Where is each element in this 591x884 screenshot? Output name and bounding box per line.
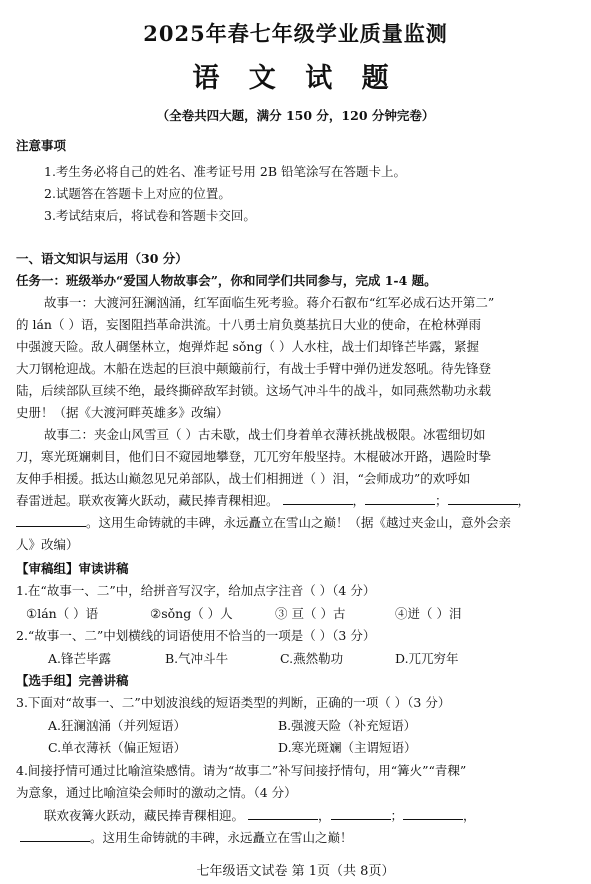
story2-line: 友伸手相援。抵达山巅忽见兄弟部队，战士们相拥迸（ ）泪，“会师成功”的欢呼如 (16, 471, 471, 486)
q4-text: 联欢夜篝火跃动，藏民捧青稞相迎。 (44, 808, 245, 823)
q1-option: ②sǒng（ ）人 (150, 606, 233, 621)
task-heading: 任务一：班级举办“爱国人物故事会”，你和同学们共同参与，完成 1-4 题。 (16, 273, 437, 288)
story2-line: 人》改编） (16, 537, 79, 552)
story1-line: 陆，后续部队亘续不绝，最终撕碎敌军封锁。这场气冲斗牛的战斗，如同燕然勒功永载 (16, 383, 492, 398)
q3-option: B.强渡天险（补充短语） (278, 718, 417, 733)
question-1: 1.在“故事一、二”中，给拼音写汉字，给加点字注音（ ）（4 分） (16, 583, 376, 598)
subject-title: 语 文 试 题 (192, 63, 399, 94)
question-4: 4.间接抒情可通过比喻渲染感情。请为“故事二”补写间接抒情句，用“篝火”“青稞” (16, 763, 467, 778)
q4-answer-line (20, 828, 586, 848)
answer-blank[interactable] (331, 806, 391, 820)
story1-line: 的 lán（ ）语，妄图阻挡革命洪流。十八勇士肩负奠基抗日大业的使命，在枪林弹雨 (16, 317, 481, 332)
story2-line: 刀，寒光斑斓刺目，他们日不窥园地攀登，兀兀穷年般坚持。木棍破冰开路，遇险时挚 (16, 449, 492, 464)
group-heading: 【审稿组】审读讲稿 (16, 561, 129, 576)
story2-line (16, 513, 582, 533)
story1-line: 史册！（据《大渡河畔英雄多》改编） (16, 405, 229, 420)
question-3: 3.下面对“故事一、二”中划波浪线的短语类型的判断，正确的一项（ ）（3 分） (16, 695, 451, 710)
answer-blank[interactable] (248, 806, 318, 820)
page-footer: 七年级语文试卷 第 1页（共 8页） (196, 864, 395, 879)
q1-option: ①lán（ ）语 (26, 606, 99, 621)
exam-title: 2025年春七年级学业质量监测 (143, 21, 448, 46)
q1-option: ④迸（ ）泪 (395, 606, 462, 621)
q2-option: B.气冲斗牛 (165, 651, 229, 666)
question-4: 为意象，通过比喻渲染会师时的激动之情。（4 分） (16, 785, 297, 800)
story2-text: 。这用生命铸就的丰碑，永远矗立在雪山之巅！（据《越过夹金山，意外会亲 (86, 515, 512, 530)
notice-heading: 注意事项 (16, 138, 67, 153)
q2-option: D.兀兀穷年 (395, 651, 459, 666)
notice-item: 3.考试结束后，将试卷和答题卡交回。 (44, 208, 256, 223)
q2-option: A.锋芒毕露 (48, 651, 112, 666)
answer-blank[interactable] (20, 828, 90, 842)
story1-line: 故事一：大渡河狂澜汹涌，红军面临生死考验。蒋介石叡布“红军必成石达开第二” (44, 295, 495, 310)
story2-line: 故事二：夹金山风雪亘（ ）古未歇，战士们身着单衣薄袄挑战极限。冰雹细切如 (44, 427, 486, 442)
q2-option: C.燕然勒功 (280, 651, 344, 666)
story2-line: 春雷迸起。联欢夜篝火跃动，藏民捧青稞相迎。 ， ； ， (16, 493, 531, 508)
answer-blank[interactable] (448, 491, 518, 505)
q1-option: ③ 亘（ ）古 (275, 606, 346, 621)
answer-blank[interactable] (16, 513, 86, 527)
answer-blank[interactable] (283, 491, 353, 505)
group-heading: 【选手组】完善讲稿 (16, 673, 129, 688)
q4-answer-line: 联欢夜篝火跃动，藏民捧青稞相迎。 ， ； ， (44, 808, 476, 823)
section-heading: 一、语文知识与运用（30 分） (16, 251, 188, 266)
notice-item: 2.试题答在答题卡上对应的位置。 (44, 186, 231, 201)
story1-line: 中强渡天险。敌人碉堡林立，炮弹炸起 sǒng（ ）人水柱，战士们却锋芒毕露，紧握 (16, 339, 479, 354)
answer-blank[interactable] (403, 806, 463, 820)
notice-item: 1.考生务必将自己的姓名、准考证号用 2B 铅笔涂写在答题卡上。 (44, 164, 407, 179)
exam-info: （全卷共四大题，满分 150 分，120 分钟完卷） (156, 108, 435, 123)
story2-text: 春雷迸起。联欢夜篝火跃动，藏民捧青稞相迎。 (16, 493, 279, 508)
q3-option: A.狂澜汹涌（并列短语） (48, 718, 187, 733)
q3-option: C.单衣薄袄（偏正短语） (48, 740, 187, 755)
answer-blank[interactable] (365, 491, 435, 505)
story1-line: 大刀钢枪迎战。木船在迭起的巨浪中颠簸前行，有战士手臂中弹仍迸发怒吼。待先锋登 (16, 361, 492, 376)
q3-option: D.寒光斑斓（主谓短语） (278, 740, 417, 755)
q4-text: 。这用生命铸就的丰碑，永远矗立在雪山之巅！ (90, 830, 353, 845)
question-2: 2.“故事一、二”中划横线的词语使用不恰当的一项是（ ）（3 分） (16, 628, 376, 643)
